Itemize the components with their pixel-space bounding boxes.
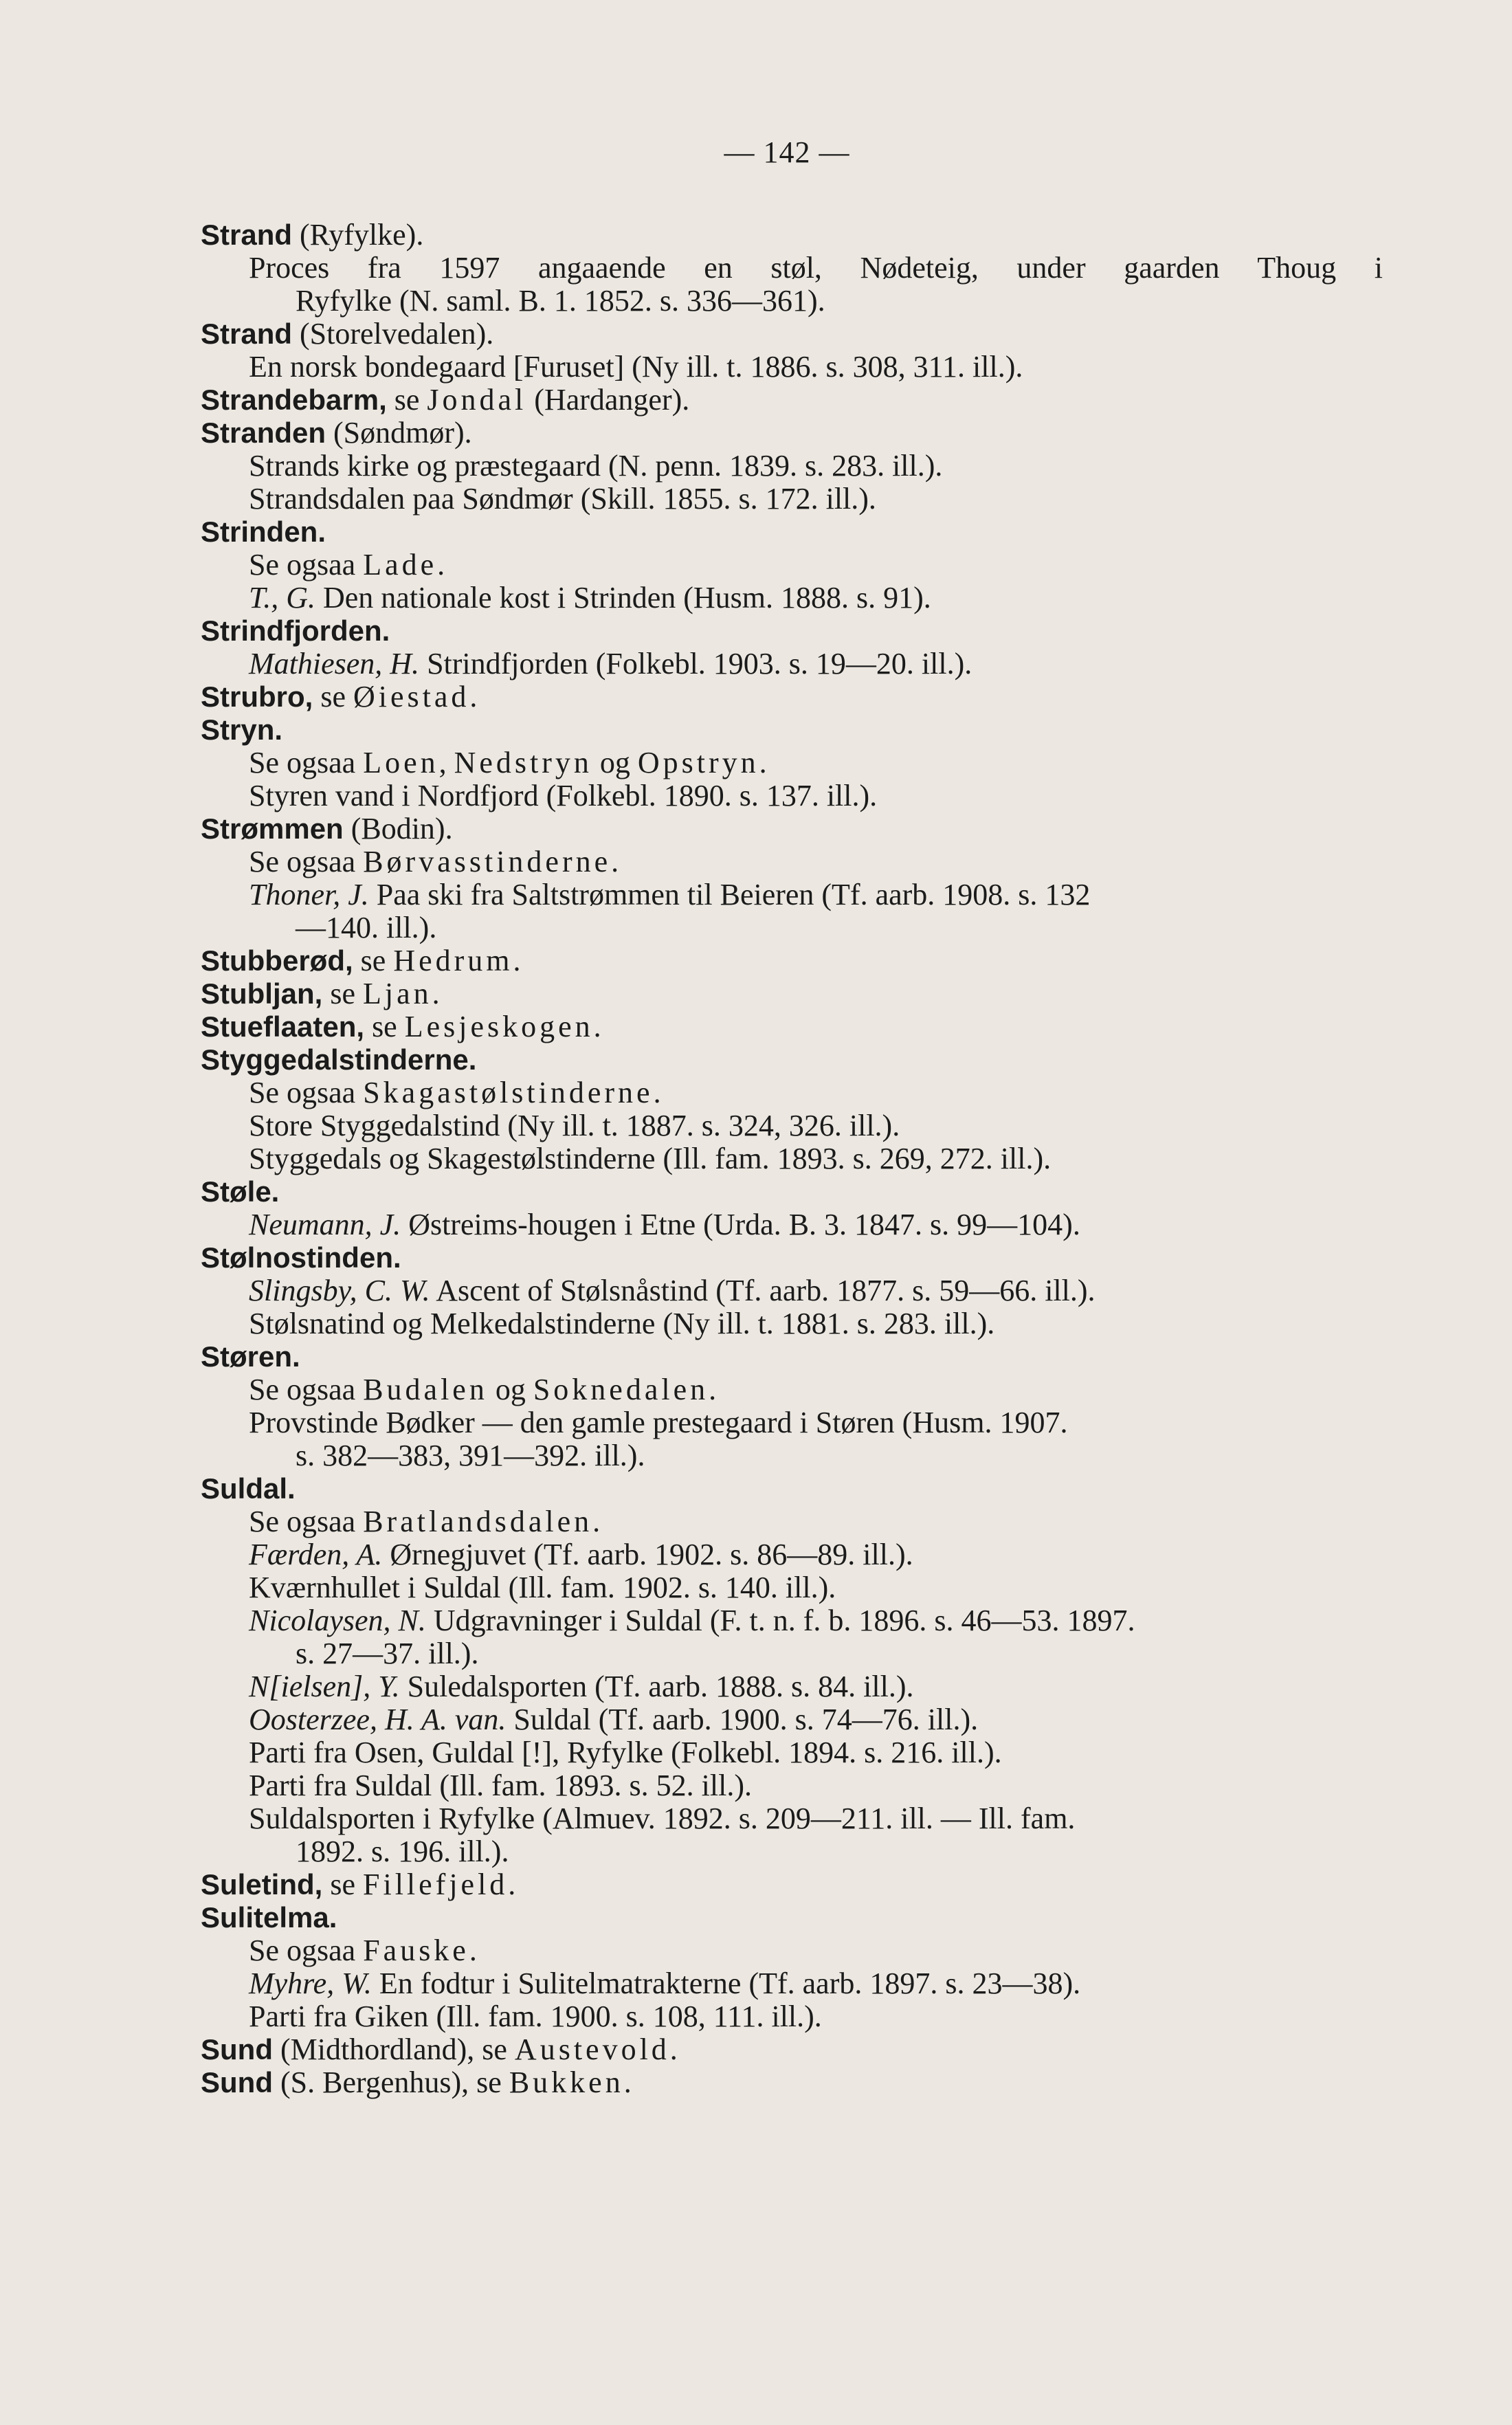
- entry-term: Sulitelma.: [201, 1901, 337, 1934]
- citation: T., G. Den nationale kost i Strinden (Husm. 1888. s. 91).: [249, 581, 931, 614]
- citation: Strandsdalen paa Søndmør (Skill. 1855. s. 172. ill.).: [249, 482, 876, 516]
- entry-term: Stølnostinden.: [201, 1241, 401, 1274]
- citation: Thoner, J. Paa ski fra Saltstrømmen til Beieren (Tf. aarb. 1908. s. 132: [249, 878, 1091, 911]
- citation-continuation: Ryfylke (N. saml. B. 1. 1852. s. 336—361).: [296, 284, 825, 318]
- cross-reference: Bukken.: [509, 2066, 635, 2099]
- cross-reference: Budalen: [363, 1373, 488, 1406]
- citation: N[ielsen], Y. Suledalsporten (Tf. aarb. 1888. s. 84. ill.).: [249, 1670, 914, 1703]
- cross-reference: Hedrum.: [393, 944, 524, 977]
- entry-heading: Stranden (Søndmør).: [201, 416, 472, 450]
- entry-term: Sund: [201, 2033, 273, 2066]
- cross-reference: Børvasstinderne.: [363, 845, 623, 878]
- entry-term: Strandebarm,: [201, 384, 387, 416]
- entry-term: Strinden.: [201, 516, 326, 548]
- citation: Neumann, J. Østreims-hougen i Etne (Urda. B. 3. 1847. s. 99—104).: [249, 1208, 1080, 1241]
- see-also: Se ogsaa Skagastølstinderne.: [249, 1076, 665, 1109]
- entry-heading: Strand (Storelvedalen).: [201, 317, 494, 351]
- entry-heading: Stueflaaten, se Lesjeskogen.: [201, 1010, 605, 1043]
- entry-term: Strubro,: [201, 680, 313, 713]
- cross-reference: Austevold.: [514, 2033, 681, 2066]
- citation: Oosterzee, H. A. van. Suldal (Tf. aarb. 1900. s. 74—76. ill.).: [249, 1703, 979, 1736]
- entry-heading: Strømmen (Bodin).: [201, 812, 453, 845]
- entry-heading: Strubro, se Øiestad.: [201, 680, 481, 713]
- entry-term: Suletind,: [201, 1868, 323, 1901]
- place-index: [201, 219, 1383, 2099]
- cross-reference: Øiestad.: [353, 680, 481, 713]
- entry-term: Stueflaaten,: [201, 1010, 365, 1043]
- author: Nicolaysen, N.: [249, 1604, 426, 1637]
- cross-reference: Soknedalen.: [533, 1373, 720, 1406]
- see-also: Se ogsaa Børvasstinderne.: [249, 845, 623, 878]
- citation: Strands kirke og præstegaard (N. penn. 1839. s. 283. ill.).: [249, 449, 943, 483]
- author: T., G.: [249, 581, 315, 614]
- entry-heading: [201, 1472, 1383, 1505]
- entry-term: Støren.: [201, 1340, 300, 1373]
- entry-term: Støle.: [201, 1175, 280, 1208]
- citation: Styren vand i Nordfjord (Folkebl. 1890. s. 137. ill.).: [249, 779, 878, 812]
- entry-heading: [201, 614, 1383, 647]
- see-also: Se ogsaa Bratlandsdalen.: [249, 1505, 604, 1538]
- cross-reference: Ljan.: [363, 977, 443, 1010]
- entry-heading: [201, 1043, 1383, 1076]
- citation: Proces fra 1597 angaaende en støl, Nødeteig, under gaarden Thoug i: [249, 251, 1383, 285]
- citation: Slingsby, C. W. Ascent of Stølsnåstind (Tf. aarb. 1877. s. 59—66. ill.).: [249, 1274, 1096, 1307]
- author: Thoner, J.: [249, 878, 369, 911]
- citation: Parti fra Osen, Guldal [!], Ryfylke (Folkebl. 1894. s. 216. ill.).: [249, 1736, 1002, 1769]
- cross-reference: Lesjeskogen.: [404, 1010, 605, 1043]
- see-also: Se ogsaa Fauske.: [249, 1934, 480, 1967]
- entry-heading: Sund (S. Bergenhus), se Bukken.: [201, 2066, 635, 2099]
- citation: Kværnhullet i Suldal (Ill. fam. 1902. s. 140. ill.).: [249, 1571, 836, 1604]
- entry-heading: [201, 1340, 1383, 1373]
- entry-term: Styggedalstinderne.: [201, 1043, 477, 1076]
- entry-term: Stranden: [201, 417, 326, 449]
- citation: Parti fra Giken (Ill. fam. 1900. s. 108, 111. ill.).: [249, 2000, 822, 2033]
- cross-reference: Fillefjeld.: [363, 1868, 520, 1901]
- entry-heading: Sund (Midthordland), se Austevold.: [201, 2033, 681, 2066]
- citation: Nicolaysen, N. Udgravninger i Suldal (F. t. n. f. b. 1896. s. 46—53. 1897.: [249, 1604, 1135, 1637]
- citation-continuation: 1892. s. 196. ill.).: [296, 1835, 509, 1868]
- entry-heading: [201, 516, 1383, 549]
- citation: Stølsnatind og Melkedalstinderne (Ny ill. t. 1881. s. 283. ill.).: [249, 1307, 995, 1340]
- author: Færden, A.: [249, 1538, 383, 1571]
- see-also: Se ogsaa Budalen og Soknedalen.: [249, 1373, 720, 1406]
- citation: En norsk bondegaard [Furuset] (Ny ill. t. 1886. s. 308, 311. ill.).: [249, 350, 1023, 384]
- entry-term: Stubberød,: [201, 944, 353, 977]
- citation: Store Styggedalstind (Ny ill. t. 1887. s. 324, 326. ill.).: [249, 1109, 900, 1142]
- author: Oosterzee, H. A. van.: [249, 1703, 507, 1736]
- entry-heading: Strand (Ryfylke).: [201, 218, 424, 252]
- entry-term: Stubljan,: [201, 977, 323, 1010]
- citation: Færden, A. Ørnegjuvet (Tf. aarb. 1902. s. 86—89. ill.).: [249, 1538, 913, 1571]
- see-also: Se ogsaa Loen, Nedstryn og Opstryn.: [249, 746, 770, 779]
- entry-heading: Suletind, se Fillefjeld.: [201, 1868, 520, 1901]
- entry-term: Suldal.: [201, 1472, 296, 1505]
- cross-reference: Bratlandsdalen.: [363, 1505, 604, 1538]
- entry-term: Strindfjorden.: [201, 614, 390, 647]
- entry-heading: [201, 1175, 1383, 1208]
- entry-term: Sund: [201, 2066, 273, 2099]
- citation-continuation: s. 27—37. ill.).: [296, 1637, 479, 1670]
- entry-term: Stryn.: [201, 713, 283, 746]
- cross-reference: Lade.: [363, 548, 449, 582]
- author: Mathiesen, H.: [249, 647, 420, 680]
- entry-heading: Strandebarm, se Jondal (Hardanger).: [201, 383, 690, 417]
- entry-heading: [201, 1241, 1383, 1274]
- entry-term: Strand: [201, 318, 293, 350]
- entry-term: Strømmen: [201, 812, 344, 845]
- cross-reference: Skagastølstinderne.: [363, 1076, 665, 1109]
- cross-reference: Nedstryn: [454, 746, 592, 779]
- cross-reference: Opstryn.: [637, 746, 770, 779]
- author: Slingsby, C. W.: [249, 1274, 430, 1307]
- cross-reference: Fauske.: [363, 1934, 480, 1967]
- citation: Parti fra Suldal (Ill. fam. 1893. s. 52. ill.).: [249, 1769, 752, 1802]
- citation: Provstinde Bødker — den gamle prestegaard i Støren (Husm. 1907.: [249, 1406, 1068, 1439]
- entry-heading: [201, 713, 1383, 746]
- citation: Myhre, W. En fodtur i Sulitelmatrakterne (Tf. aarb. 1897. s. 23—38).: [249, 1967, 1081, 2000]
- entry-term: Strand: [201, 219, 293, 251]
- entry-heading: [201, 1901, 1383, 1934]
- entry-heading: Stubberød, se Hedrum.: [201, 944, 524, 977]
- cross-reference: Jondal: [427, 383, 527, 417]
- author: N[ielsen], Y.: [249, 1670, 400, 1703]
- entry-heading: Stubljan, se Ljan.: [201, 977, 443, 1010]
- see-also: Se ogsaa Lade.: [249, 548, 449, 582]
- cross-reference: Loen: [363, 746, 439, 779]
- citation: Suldalsporten i Ryfylke (Almuev. 1892. s. 209—211. ill. — Ill. fam.: [249, 1802, 1076, 1835]
- author: Myhre, W.: [249, 1967, 372, 2000]
- citation-continuation: —140. ill.).: [296, 911, 437, 944]
- citation-continuation: s. 382—383, 391—392. ill.).: [296, 1439, 645, 1472]
- page-number: — 142 —: [724, 135, 850, 169]
- citation: Mathiesen, H. Strindfjorden (Folkebl. 1903. s. 19—20. ill.).: [249, 647, 972, 680]
- author: Neumann, J.: [249, 1208, 401, 1241]
- citation: Styggedals og Skagestølstinderne (Ill. fam. 1893. s. 269, 272. ill.).: [249, 1142, 1052, 1175]
